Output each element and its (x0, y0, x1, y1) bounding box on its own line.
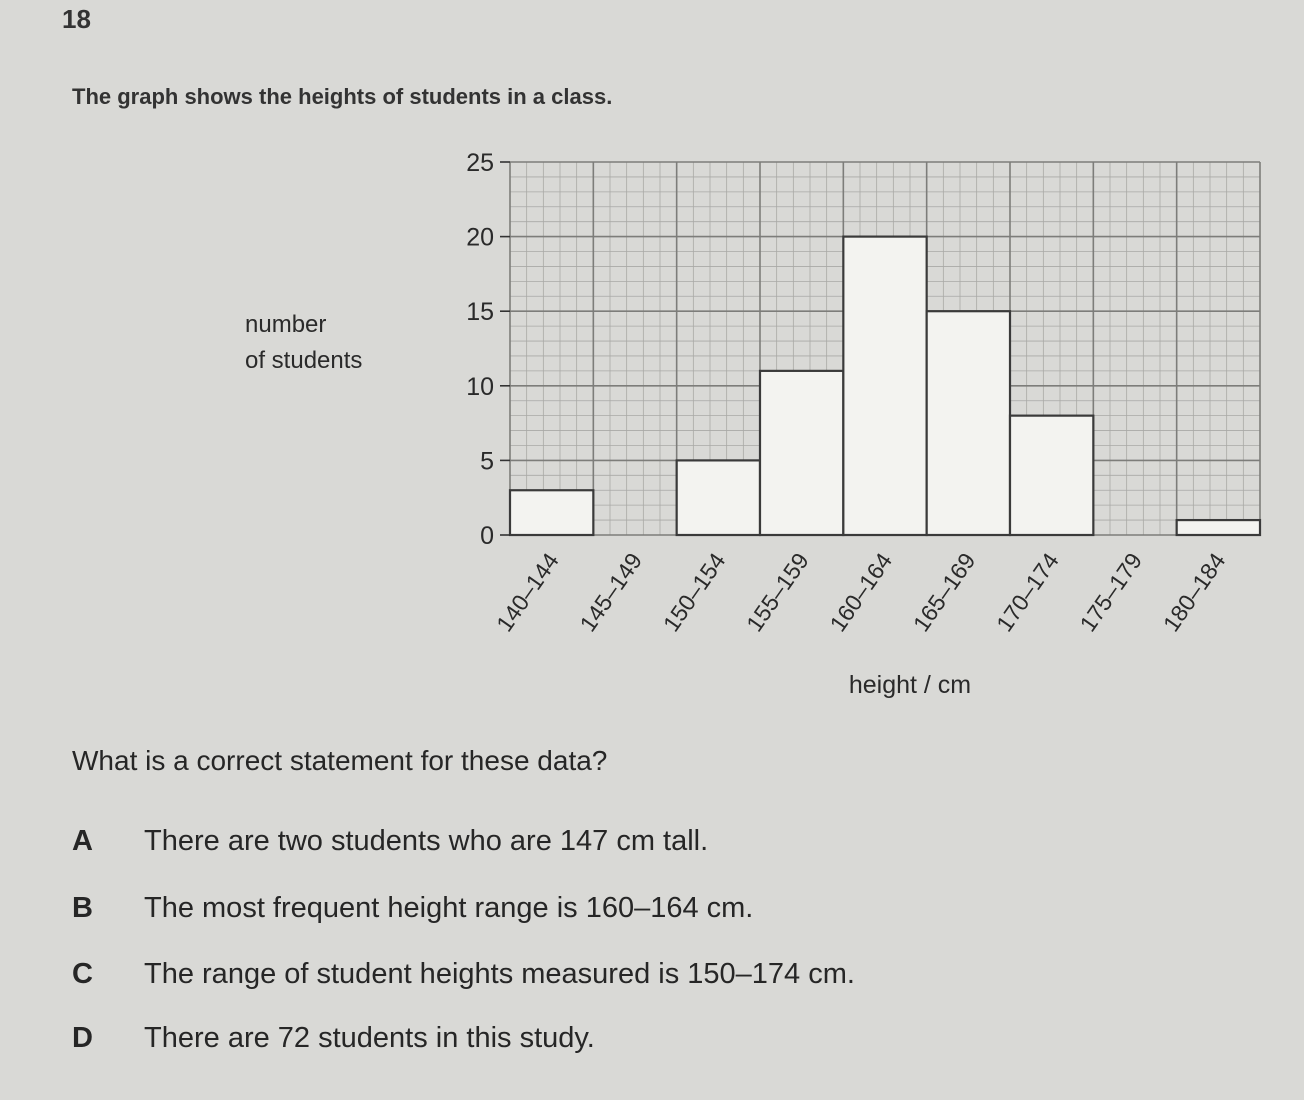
x-tick-label: 175–179 (1074, 547, 1148, 637)
bar-165–169 (927, 311, 1010, 535)
x-tick-label: 155–159 (741, 547, 814, 637)
y-tick-label: 15 (466, 298, 494, 327)
option-text: There are 72 students in this study. (144, 1022, 595, 1054)
y-axis-label-line-2: of students (245, 347, 363, 374)
x-tick-label: 160–164 (824, 547, 898, 637)
bar-140–144 (510, 490, 593, 535)
option-d (72, 1022, 595, 1055)
x-tick-label: 165–169 (907, 547, 981, 637)
x-tick-label: 170–174 (991, 547, 1064, 637)
y-tick-label: 0 (480, 522, 494, 550)
option-letter: D (72, 1022, 93, 1054)
bar-160–164 (843, 237, 926, 535)
y-tick-label: 25 (466, 149, 494, 177)
y-tick-label: 5 (480, 447, 494, 476)
bar-170–174 (1010, 416, 1093, 535)
option-text: The range of student heights measured is 150–174 cm. (144, 958, 855, 990)
bar-180–184 (1177, 520, 1260, 535)
question-text: What is a correct statement for these data? (72, 745, 608, 776)
y-axis-label-line-1: number (245, 311, 327, 338)
option-letter: A (72, 825, 93, 857)
x-tick-label: 180–184 (1157, 547, 1231, 637)
option-text: The most frequent height range is 160–164 cm. (144, 892, 754, 924)
y-tick-label: 10 (466, 372, 494, 401)
x-axis-label: height / cm (848, 671, 972, 699)
question-number: 18 (62, 4, 91, 34)
option-letter: C (72, 958, 93, 990)
question-intro: The graph shows the heights of students in a class. (72, 84, 613, 109)
bar-150–154 (677, 460, 760, 535)
option-a (72, 825, 708, 858)
y-axis (466, 149, 510, 550)
option-b (72, 892, 753, 925)
x-tick-label: 145–149 (574, 547, 648, 637)
option-text: There are two students who are 147 cm tall. (144, 825, 709, 857)
option-c (72, 958, 855, 991)
option-letter: B (72, 892, 93, 924)
x-tick-label: 150–154 (657, 547, 731, 637)
x-tick-label: 140–144 (491, 547, 564, 637)
bar-155–159 (760, 371, 843, 535)
x-tick-labels (491, 548, 1230, 636)
y-tick-label: 20 (466, 223, 494, 252)
